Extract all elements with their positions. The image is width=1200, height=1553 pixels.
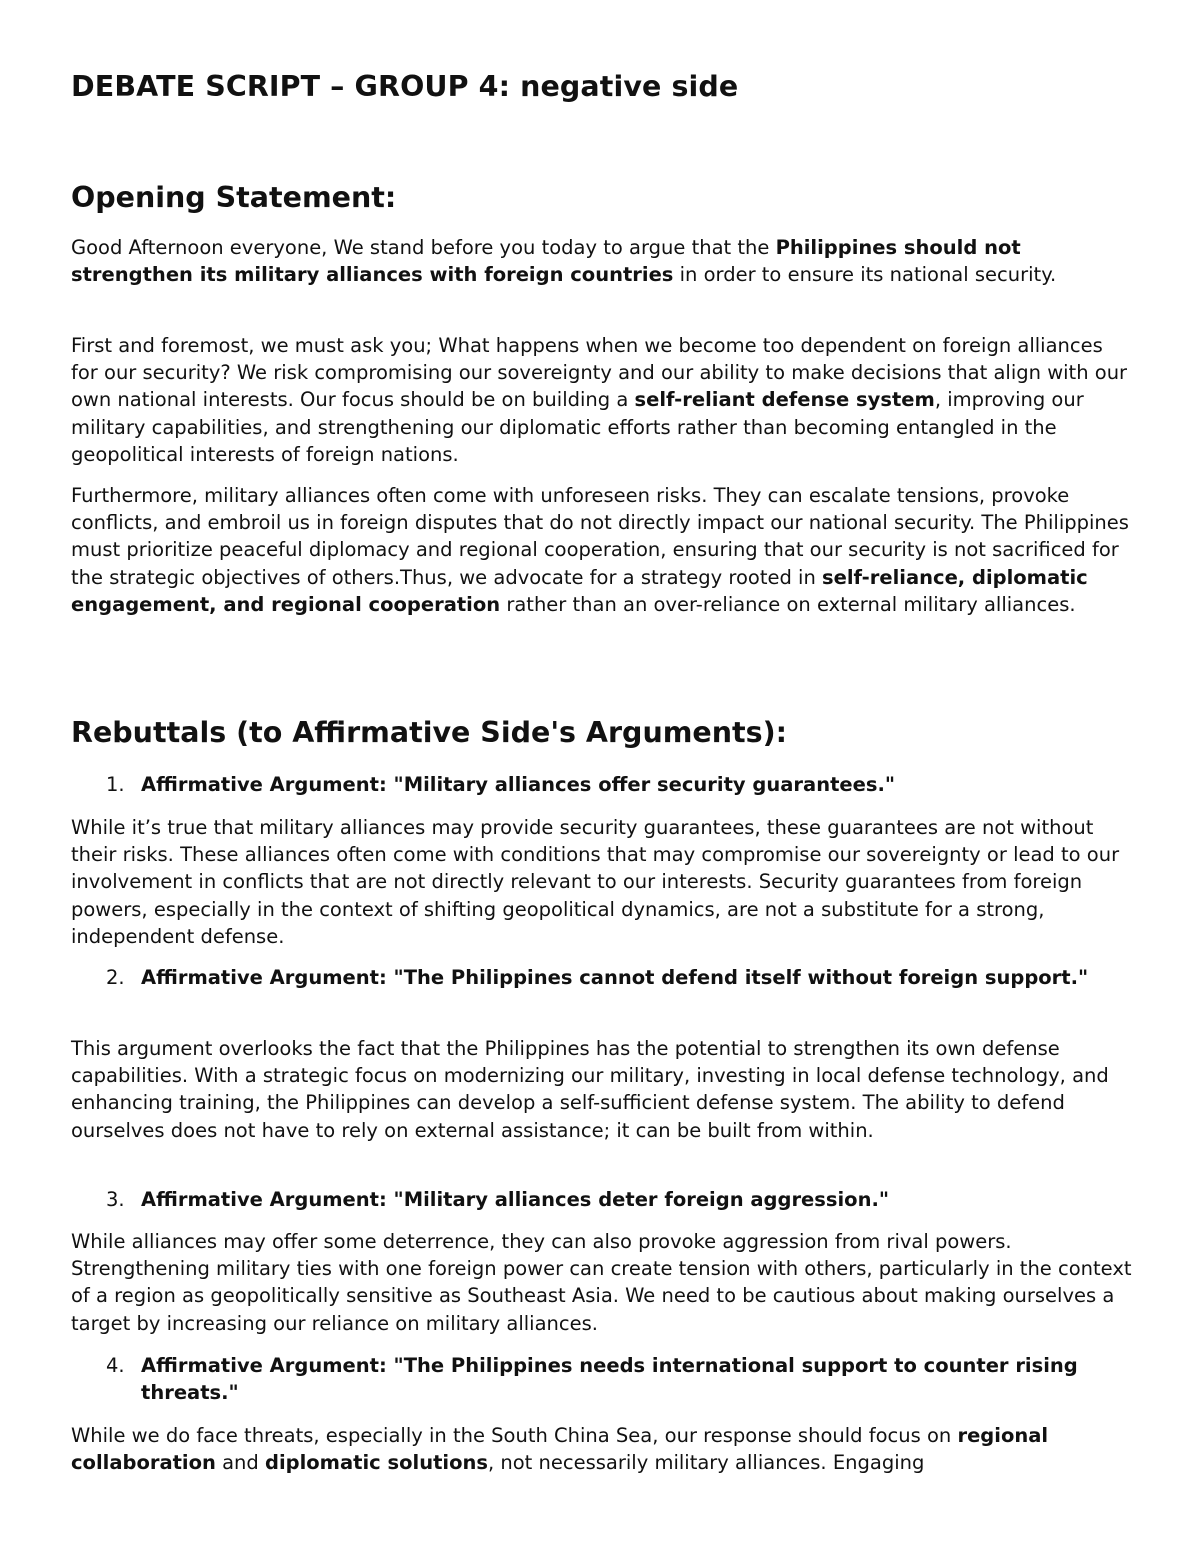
affirmative-argument: Affirmative Argument: "Military alliances deter foreign aggression.": [141, 1188, 890, 1211]
opening-paragraph-3: [71, 482, 1133, 618]
paragraph-text: While alliances may offer some deterrence, they can also provoke aggression from rival powers. Strengthening military ties with one foreign power can create tension with others, particularly in the context of a region as geopolitically sensitive as Southeast Asia. We need to be cautious about making ourselves a target by increasing our reliance on military alliances.: [71, 1230, 1132, 1335]
emphasized-text: Philippines should not strengthen its military alliances with foreign countries: [71, 236, 1021, 287]
rebuttal-response-2: [71, 1035, 1133, 1144]
paragraph-text: , not necessarily military alliances. Engaging: [487, 1451, 925, 1475]
rebuttal-response-4: [71, 1422, 1133, 1476]
emphasized-text: regional collaboration: [71, 1424, 1049, 1475]
paragraph-text: While we do face threats, especially in the South China Sea, our response should focus on: [71, 1424, 958, 1447]
paragraph-text: This argument overlooks the fact that the Philippines has the potential to strengthen its own defense capabilities. With a strategic focus on modernizing our military, investing in local defense technology, and enhancing training, the Philippines can develop a self-sufficient defense system. The ability to defend ourselves does not have to rely on external assistance; it can be built from within.: [71, 1037, 1109, 1142]
list-number: 4.: [106, 1354, 125, 1377]
affirmative-argument: Affirmative Argument: "The Philippines needs international support to counter rising threats.": [141, 1354, 1078, 1405]
opening-paragraph-2: [71, 332, 1133, 468]
emphasized-text: diplomatic solutions: [265, 1451, 488, 1475]
rebuttal-item-2: [71, 964, 1133, 991]
rebuttal-item-3: [71, 1186, 1133, 1213]
rebuttal-item-4: [71, 1352, 1133, 1406]
rebuttals-heading: Rebuttals (to Affirmative Side's Arguments):: [71, 716, 788, 749]
affirmative-argument: Affirmative Argument: "The Philippines cannot defend itself without foreign support.": [141, 966, 1089, 989]
paragraph-text: While it’s true that military alliances may provide security guarantees, these guarantees are not without their risks. These alliances often come with conditions that may compromise our sovereignty or lead to our involvement in conflicts that are not directly relevant to our interests. Security guarantees from foreign powers, especially in the context of shifting geopolitical dynamics, are not a substitute for a strong, independent defense.: [71, 816, 1120, 948]
opening-heading: Opening Statement:: [71, 181, 397, 214]
rebuttal-response-1: [71, 814, 1133, 950]
emphasized-text: self-reliant defense system: [634, 388, 935, 412]
list-number: 2.: [106, 966, 125, 989]
rebuttal-response-3: [71, 1228, 1133, 1337]
paragraph-text: and: [215, 1451, 265, 1475]
paragraph-text: First and foremost, we must ask you; What happens when we become too dependent on foreign alliances for our security? We risk compromising our sovereignty and our ability to make decisions that align with our own national interests. Our focus should be on building a: [71, 334, 1128, 412]
document-title: DEBATE SCRIPT – GROUP 4: negative side: [71, 70, 739, 103]
rebuttal-item-1: [71, 771, 1133, 798]
emphasized-text: self-reliance, diplomatic engagement, and regional cooperation: [71, 565, 1088, 616]
paragraph-text: rather than an over-reliance on external military alliances.: [500, 592, 1076, 616]
paragraph-text: , improving our military capabilities, and strengthening our diplomatic efforts rather than becoming entangled in the geopolitical interests of foreign nations.: [71, 388, 1084, 466]
list-number: 3.: [106, 1188, 125, 1211]
paragraph-text: Furthermore, military alliances often come with unforeseen risks. They can escalate tensions, provoke conflicts, and embroil us in foreign disputes that do not directly impact our national security. The Philippines must prioritize peaceful diplomacy and regional cooperation, ensuring that our security is not sacrificed for the strategic objectives of others.Thus, we advocate for a strategy rooted in: [71, 484, 1129, 589]
paragraph-text: in order to ensure its national security.: [673, 263, 1057, 287]
affirmative-argument: Affirmative Argument: "Military alliances offer security guarantees.": [141, 773, 896, 796]
opening-paragraph-1: [71, 234, 1133, 288]
paragraph-text: Good Afternoon everyone, We stand before you today to argue that the: [71, 236, 776, 259]
list-number: 1.: [106, 773, 125, 796]
